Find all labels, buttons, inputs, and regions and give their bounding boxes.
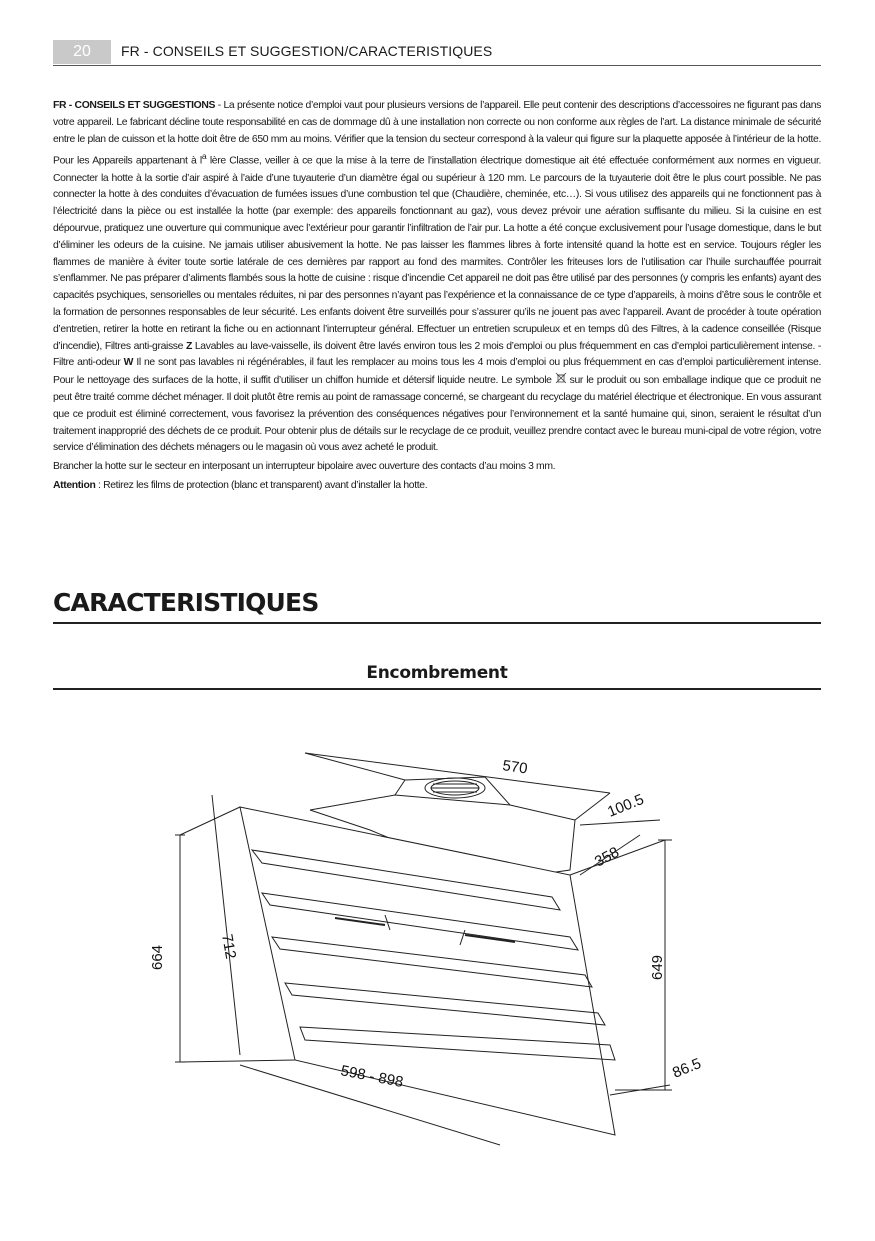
page-number: 20 (53, 40, 111, 64)
dimension-label: 100.5 (605, 790, 647, 821)
dimension-label: 712 (218, 932, 240, 961)
dimension-label: 570 (501, 757, 529, 778)
dimension-label: 598 - 898 (339, 1062, 405, 1092)
dimension-label: 664 (149, 944, 166, 970)
dimension-label: 86.5 (670, 1055, 704, 1082)
dimension-label: 649 (649, 954, 666, 980)
section-subtitle: Encombrement (53, 663, 821, 690)
safety-paragraph: FR - CONSEILS ET SUGGESTIONS - La présente notice d’emploi vaut pour plusieurs versions de l’appareil. Elle peut contenir des descriptions d’accessoires ne figurant pas dans votre appareil. Le fabricant décline toute responsabilité en cas de dommage dû à une installation non correcte ou non conforme aux règles de l’art. La distance minimale de sécurité entre le plan de cuisson et la hotte doit être de 650 mm au moins. Vérifier que la tension du secteur correspond à la valeur qui figure sur la plaquette apposée à l’intérieur de la hotte. Pour les Appareils appartenant à $l^a$ lère Classe, veiller à ce que la mise à la terre de l’installation électrique domestique ait été effectuée conformément aux normes en vigueur. Connecter la hotte à la sortie d’air aspiré à l’aide d’une tuyauterie d’un diamètre égal ou supérieur à 120 mm. Le parcours de la tuyauterie doit être le plus court possible. Ne pas connecter la hotte à des conduites d’évacuation de fumées issues d’une combustion tel que (Chaudière, cheminée, etc…). Si vous utilisez des appareils qui ne fonctionnent pas à l’électricité dans la pièce ou est installée la hotte (par exemple: des appareils fonctionnant au gaz), vous devez prévoir une aération suffisante du milieu. Si la cuisine en est dépourvue, pratiquez une ouverture qui communique avec l’extérieur pour garantir l’infiltration de l’air pur. La hotte a été conçue exclusivement pour l’usage domestique, dans le but d’éliminer les odeurs de la cuisine. Ne jamais utiliser abusivement la hotte. Ne pas laisser les flammes libres à forte intensité quand la hotte est en service. Toujours régler les flammes de manière à éviter toute sortie latérale de ces dernières par rapport au fond des marmites. Contrôler les friteuses lors de l’utilisation car l’huile surchauffée pourrait s’enflammer. Ne pas préparer d’aliments flambés sous la hotte de cuisine : risque d’incendie Cet appareil ne doit pas être utilisé par des personnes (y compris les enfants) ayant des capacités psychiques, sensorielles ou mentales réduites, ni par des personnes n’ayant pas l’expérience et la connaissance de ce type d’appareils, à moins d’être sous le contrôle et la formation de personnes responsables de leur sécurité. Les enfants doivent être surveillés pour s’assurer qu’ils ne jouent pas avec l’appareil. Avant de procéder à toute opération d’entretien, retirer la hotte en retirant la fiche ou en actionnant l’interrupteur général. Effectuer un entretien scrupuleux et en temps dû des Filtres, à la cadence conseillée (Risque d’incendie), Filtres anti-graisse Z Lavables au lave-vaisselle, ils doivent être lavés environ tous les 2 mois d’emploi ou plus fréquemment en cas d’emploi particulièrement intense. - Filtre anti-odeur W Il ne sont pas lavables ni régénérables, il faut les remplacer au moins tous les 4 mois d’emploi ou plus fréquemment en cas d’emploi particulièrement intense. Pour le nettoyage des surfaces de la hotte, il suffit d’utiliser un chiffon humide et détersif liquide neutre. Le symbole sur le produit ou son emballage indique que ce produit ne peut être traité comme déchet ménager. Il doit plutôt être remis au point de ramassage concerné, se chargeant du recyclage du matériel électrique et électronique. En vous assurant que ce produit est éliminé correctement, vous favorisez la prévention des conséquences négatives pour l’environnement et la santé humaine qui, sinon, seraient le résultat d’un traitement inapproprié des déchets de ce produit. Pour obtenir plus de détails sur le recyclage de ce produit, veuillez prendre contact avec le bureau muni-cipal de votre région, votre service d’élimination des déchets ménagers ou le magasin où vous avez acheté le produit. (53, 100, 822, 454)
page-header (53, 40, 821, 66)
dimension-label: 358 (591, 843, 622, 871)
safety-text (53, 98, 821, 495)
header-title: FR - CONSEILS ET SUGGESTION/CARACTERISTIQUES (121, 43, 493, 59)
safety-heading: FR - CONSEILS ET SUGGESTIONS (53, 100, 216, 111)
attention-note: Attention : Retirez les films de protection (blanc et transparent) avant d’installer la hotte. (53, 480, 428, 491)
dimension-drawing (140, 735, 704, 1135)
section-title: CARACTERISTIQUES (53, 588, 821, 624)
crossed-bin-icon (555, 372, 567, 384)
wiring-note: Brancher la hotte sur le secteur en interposant un interrupteur bipolaire avec ouverture des contacts d’au moins 3 mm. (53, 461, 556, 473)
